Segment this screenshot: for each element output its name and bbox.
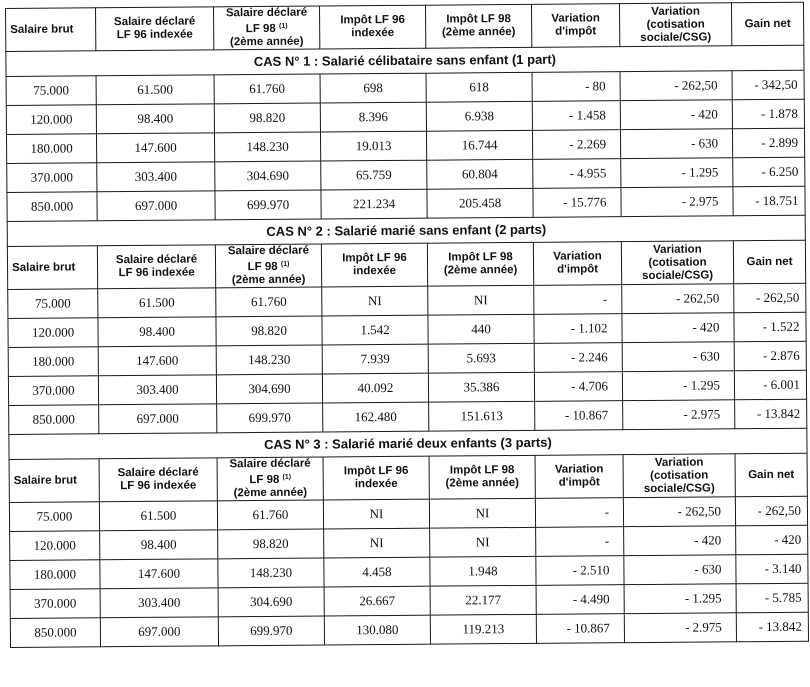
cell-salaire-declare-96: 61.500 bbox=[96, 75, 214, 105]
cell-salaire-declare-96: 303.400 bbox=[97, 162, 215, 192]
cell-gain-net: - 1.522 bbox=[734, 312, 806, 342]
cell-variation-impot: - 2.246 bbox=[534, 343, 622, 373]
cell-variation-cotisation: - 420 bbox=[624, 526, 736, 556]
cell-gain-net: - 342,50 bbox=[732, 70, 804, 100]
cell-impot-98: 440 bbox=[428, 314, 534, 344]
cell-variation-impot: - 80 bbox=[532, 72, 620, 102]
header-impot-96: Impôt LF 96 indexée bbox=[319, 5, 425, 49]
cell-impot-98: 151.613 bbox=[429, 401, 535, 431]
cell-salaire-brut: 120.000 bbox=[6, 105, 96, 135]
cell-salaire-declare-96: 61.500 bbox=[98, 288, 216, 318]
cell-variation-cotisation: - 1.295 bbox=[622, 371, 734, 401]
cell-salaire-declare-96: 697.000 bbox=[97, 191, 215, 221]
cell-gain-net: - 2.899 bbox=[732, 128, 804, 158]
header-salaire-declare-96: Salaire déclaré LF 96 indexée bbox=[99, 458, 217, 502]
cell-impot-98: 16.744 bbox=[426, 130, 532, 160]
header-impot-98: Impôt LF 98 (2ème année) bbox=[427, 242, 533, 286]
table-body bbox=[6, 2, 809, 647]
cell-impot-96: NI bbox=[322, 286, 428, 316]
column-header-row bbox=[9, 453, 807, 502]
header-impot-98: Impôt LF 98 (2ème année) bbox=[429, 455, 535, 499]
cell-impot-96: 26.667 bbox=[324, 586, 430, 616]
cell-gain-net: - 262,50 bbox=[735, 496, 807, 526]
header-salaire-declare-98: Salaire déclaré LF 98 $^{(1)}$ (2ème année) bbox=[215, 244, 321, 288]
cell-impot-96: NI bbox=[323, 499, 429, 529]
cell-gain-net: - 18.751 bbox=[733, 186, 805, 216]
cell-impot-96: 65.759 bbox=[321, 160, 427, 190]
tax-comparison-sheet bbox=[5, 2, 808, 648]
cell-impot-96: 4.458 bbox=[324, 557, 430, 587]
cell-salaire-brut: 850.000 bbox=[7, 192, 97, 222]
cell-salaire-declare-96: 98.400 bbox=[96, 104, 214, 134]
header-salaire-brut: Salaire brut bbox=[9, 459, 99, 503]
cell-salaire-declare-98: 148.230 bbox=[214, 132, 320, 162]
cell-salaire-declare-98: 148.230 bbox=[218, 558, 324, 588]
case-title: CAS N° 2 : Salarié marié sans enfant (2 parts) bbox=[7, 215, 805, 246]
column-header-row bbox=[7, 240, 805, 289]
cell-impot-96: 1.542 bbox=[322, 315, 428, 345]
cell-salaire-brut: 75.000 bbox=[9, 502, 99, 532]
cell-impot-96: 40.092 bbox=[322, 373, 428, 403]
cell-salaire-declare-98: 699.970 bbox=[218, 616, 324, 646]
cell-gain-net: - 13.842 bbox=[736, 612, 808, 642]
cell-salaire-declare-98: 699.970 bbox=[217, 403, 323, 433]
cell-salaire-declare-96: 697.000 bbox=[99, 404, 217, 434]
header-impot-98: Impôt LF 98 (2ème année) bbox=[425, 4, 531, 48]
cell-impot-96: 698 bbox=[320, 73, 426, 103]
cell-impot-98: 60.804 bbox=[427, 159, 533, 189]
cell-variation-cotisation: - 1.295 bbox=[621, 158, 733, 188]
cell-salaire-declare-96: 697.000 bbox=[100, 617, 218, 647]
cell-impot-98: 5.693 bbox=[428, 343, 534, 373]
cell-gain-net: - 262,50 bbox=[734, 283, 806, 313]
header-variation-cotisation: Variation (cotisation sociale/CSG) bbox=[621, 241, 733, 285]
cell-salaire-brut: 180.000 bbox=[6, 134, 96, 164]
cell-variation-impot: - bbox=[536, 527, 624, 557]
header-salaire-declare-98: Salaire déclaré LF 98 $^{(1)}$ (2ème année) bbox=[213, 6, 319, 50]
cell-salaire-declare-98: 699.970 bbox=[215, 190, 321, 220]
cell-salaire-brut: 850.000 bbox=[10, 618, 100, 648]
cell-gain-net: - 1.878 bbox=[732, 99, 804, 129]
cell-salaire-declare-96: 98.400 bbox=[98, 317, 216, 347]
cell-variation-cotisation: - 262,50 bbox=[623, 497, 735, 527]
cell-variation-cotisation: - 262,50 bbox=[622, 284, 734, 314]
case-title: CAS N° 3 : Salarié marié deux enfants (3 parts) bbox=[9, 428, 807, 459]
cell-impot-96: 162.480 bbox=[323, 402, 429, 432]
cell-impot-96: 8.396 bbox=[320, 102, 426, 132]
cell-impot-96: NI bbox=[324, 528, 430, 558]
cell-salaire-brut: 120.000 bbox=[10, 531, 100, 561]
cell-salaire-declare-98: 61.760 bbox=[214, 74, 320, 104]
cell-gain-net: - 2.876 bbox=[734, 341, 806, 371]
cell-gain-net: - 6.250 bbox=[733, 157, 805, 187]
cell-variation-impot: - bbox=[534, 285, 622, 315]
cell-impot-98: NI bbox=[428, 285, 534, 315]
cell-impot-96: 7.939 bbox=[322, 344, 428, 374]
cell-salaire-declare-98: 98.820 bbox=[214, 103, 320, 133]
cell-gain-net: - 420 bbox=[736, 525, 808, 555]
header-gain-net: Gain net bbox=[735, 453, 807, 497]
cell-variation-impot: - bbox=[535, 498, 623, 528]
cell-salaire-declare-96: 61.500 bbox=[99, 501, 217, 531]
column-header-row bbox=[6, 2, 804, 51]
cell-variation-impot: - 4.706 bbox=[534, 372, 622, 402]
cell-salaire-declare-96: 147.600 bbox=[98, 346, 216, 376]
cell-salaire-declare-96: 303.400 bbox=[100, 588, 218, 618]
cell-impot-98: 119.213 bbox=[430, 614, 536, 644]
cell-impot-98: NI bbox=[429, 498, 535, 528]
header-variation-impot: Variation d'impôt bbox=[531, 4, 619, 48]
cell-variation-cotisation: - 630 bbox=[624, 555, 736, 585]
cell-salaire-brut: 180.000 bbox=[10, 560, 100, 590]
cell-salaire-declare-98: 304.690 bbox=[216, 374, 322, 404]
header-gain-net: Gain net bbox=[731, 2, 803, 46]
cell-impot-96: 221.234 bbox=[321, 189, 427, 219]
cell-salaire-declare-96: 147.600 bbox=[96, 133, 214, 163]
cell-impot-98: 1.948 bbox=[430, 556, 536, 586]
cell-salaire-declare-98: 304.690 bbox=[215, 161, 321, 191]
cell-variation-impot: - 2.269 bbox=[532, 130, 620, 160]
cell-salaire-declare-98: 148.230 bbox=[216, 345, 322, 375]
cell-salaire-declare-96: 147.600 bbox=[100, 559, 218, 589]
cell-salaire-declare-98: 61.760 bbox=[217, 500, 323, 530]
cell-variation-cotisation: - 2.975 bbox=[623, 400, 735, 430]
tax-table bbox=[5, 2, 809, 648]
cell-variation-impot: - 4.955 bbox=[533, 159, 621, 189]
cell-impot-96: 19.013 bbox=[320, 131, 426, 161]
cell-salaire-brut: 75.000 bbox=[6, 76, 96, 106]
cell-gain-net: - 6.001 bbox=[734, 370, 806, 400]
cell-variation-cotisation: - 630 bbox=[620, 129, 732, 159]
cell-impot-98: 205.458 bbox=[427, 188, 533, 218]
cell-variation-impot: - 1.458 bbox=[532, 101, 620, 131]
cell-impot-98: 22.177 bbox=[430, 585, 536, 615]
cell-impot-98: 35.386 bbox=[428, 372, 534, 402]
cell-salaire-declare-98: 304.690 bbox=[218, 587, 324, 617]
cell-impot-98: NI bbox=[430, 527, 536, 557]
cell-salaire-brut: 850.000 bbox=[9, 405, 99, 435]
cell-variation-impot: - 10.867 bbox=[536, 614, 624, 644]
cell-salaire-brut: 75.000 bbox=[8, 289, 98, 319]
cell-variation-impot: - 10.867 bbox=[535, 401, 623, 431]
table-row bbox=[10, 612, 808, 647]
cell-variation-cotisation: - 630 bbox=[622, 342, 734, 372]
header-variation-cotisation: Variation (cotisation sociale/CSG) bbox=[619, 3, 731, 47]
cell-variation-impot: - 2.510 bbox=[536, 556, 624, 586]
cell-salaire-brut: 180.000 bbox=[8, 347, 98, 377]
header-variation-impot: Variation d'impôt bbox=[535, 455, 623, 499]
cell-impot-98: 6.938 bbox=[426, 101, 532, 131]
cell-gain-net: - 13.842 bbox=[735, 399, 807, 429]
cell-variation-impot: - 1.102 bbox=[534, 314, 622, 344]
header-impot-96: Impôt LF 96 indexée bbox=[323, 456, 429, 500]
header-salaire-brut: Salaire brut bbox=[7, 246, 97, 290]
case-title: CAS N° 1 : Salarié célibataire sans enfant (1 part) bbox=[6, 45, 804, 76]
cell-gain-net: - 5.785 bbox=[736, 583, 808, 613]
cell-variation-cotisation: - 420 bbox=[620, 100, 732, 130]
cell-variation-cotisation: - 420 bbox=[622, 313, 734, 343]
header-impot-96: Impôt LF 96 indexée bbox=[321, 243, 427, 287]
header-variation-cotisation: Variation (cotisation sociale/CSG) bbox=[623, 454, 735, 498]
header-gain-net: Gain net bbox=[733, 240, 805, 284]
cell-impot-98: 618 bbox=[426, 72, 532, 102]
cell-salaire-declare-96: 303.400 bbox=[98, 375, 216, 405]
header-salaire-declare-96: Salaire déclaré LF 96 indexée bbox=[97, 245, 215, 289]
cell-variation-cotisation: - 2.975 bbox=[624, 613, 736, 643]
cell-variation-impot: - 4.490 bbox=[536, 585, 624, 615]
cell-gain-net: - 3.140 bbox=[736, 554, 808, 584]
cell-salaire-brut: 120.000 bbox=[8, 318, 98, 348]
header-salaire-declare-98: Salaire déclaré LF 98 $^{(1)}$ (2ème année) bbox=[217, 457, 323, 501]
header-variation-impot: Variation d'impôt bbox=[533, 242, 621, 286]
cell-variation-cotisation: - 2.975 bbox=[621, 187, 733, 217]
cell-variation-cotisation: - 262,50 bbox=[620, 71, 732, 101]
cell-salaire-declare-96: 98.400 bbox=[100, 530, 218, 560]
header-salaire-brut: Salaire brut bbox=[6, 8, 96, 52]
cell-salaire-declare-98: 98.820 bbox=[218, 529, 324, 559]
cell-salaire-declare-98: 98.820 bbox=[216, 316, 322, 346]
cell-salaire-brut: 370.000 bbox=[8, 376, 98, 406]
cell-impot-96: 130.080 bbox=[324, 615, 430, 645]
header-salaire-declare-96: Salaire déclaré LF 96 indexée bbox=[96, 7, 214, 51]
cell-salaire-brut: 370.000 bbox=[7, 163, 97, 193]
cell-variation-impot: - 15.776 bbox=[533, 188, 621, 218]
cell-variation-cotisation: - 1.295 bbox=[624, 584, 736, 614]
cell-salaire-brut: 370.000 bbox=[10, 589, 100, 619]
cell-salaire-declare-98: 61.760 bbox=[216, 287, 322, 317]
